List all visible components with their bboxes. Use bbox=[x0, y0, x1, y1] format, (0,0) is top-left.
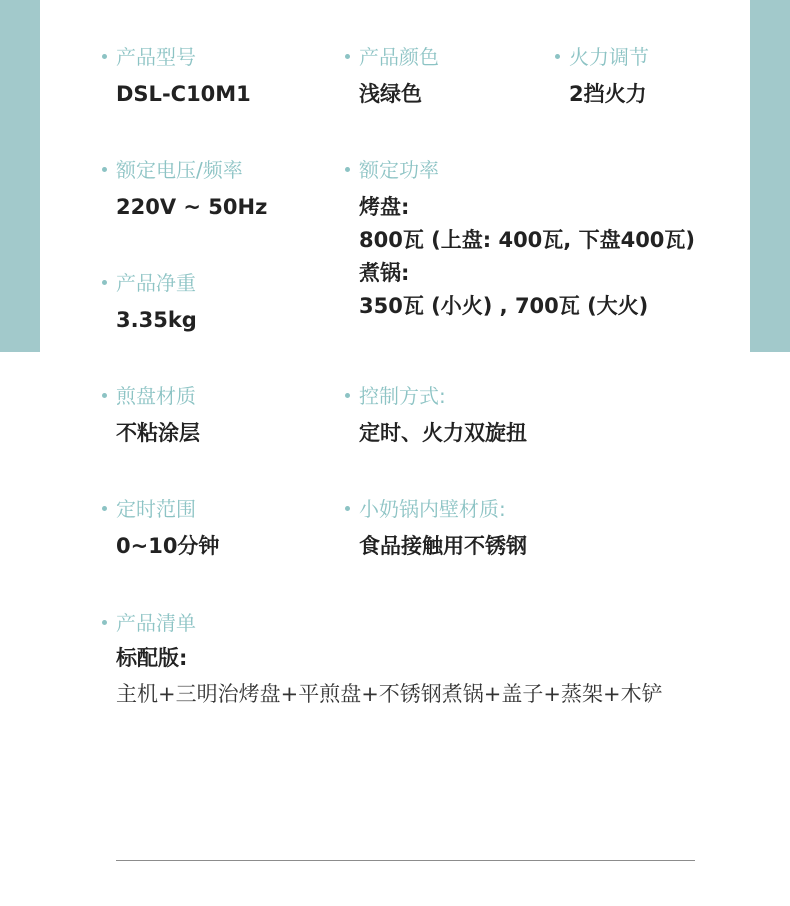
spec-color bbox=[344, 45, 439, 111]
bullet-dot-icon bbox=[102, 167, 107, 172]
spec-timer-range-value: 0~10分钟 bbox=[116, 534, 220, 558]
bullet-dot-icon bbox=[345, 506, 350, 511]
spec-heat-control-label: 火力调节 bbox=[569, 45, 649, 69]
spec-voltage-value: 220V ~ 50Hz bbox=[116, 195, 268, 219]
divider bbox=[116, 860, 695, 861]
bullet-dot-icon bbox=[102, 280, 107, 285]
package-contents: 主机+三明治烤盘+平煎盘+不锈钢煮锅+盖子+蒸架+木铲 bbox=[116, 682, 663, 706]
right-accent-bar bbox=[750, 0, 790, 352]
bullet-dot-icon bbox=[555, 54, 560, 59]
spec-pan-material-value: 不粘涂层 bbox=[116, 421, 200, 445]
bullet-dot-icon bbox=[102, 54, 107, 59]
spec-color-value: 浅绿色 bbox=[359, 82, 422, 106]
spec-color-label: 产品颜色 bbox=[359, 45, 439, 69]
bullet-dot-icon bbox=[102, 393, 107, 398]
bullet-dot-icon bbox=[102, 620, 107, 625]
power-line: 800瓦 (上盘: 400瓦, 下盘400瓦) bbox=[359, 228, 696, 252]
spec-control-mode bbox=[344, 384, 527, 450]
bullet-dot-icon bbox=[102, 506, 107, 511]
left-accent-bar bbox=[0, 0, 40, 352]
power-line: 煮锅: bbox=[359, 261, 410, 285]
spec-pot-material bbox=[344, 497, 527, 563]
spec-timer-range bbox=[101, 497, 219, 563]
spec-voltage bbox=[101, 158, 267, 224]
spec-heat-control bbox=[554, 45, 649, 111]
spec-pan-material bbox=[101, 384, 200, 450]
spec-pot-material-label: 小奶锅内壁材质: bbox=[359, 497, 506, 521]
spec-power-value bbox=[359, 191, 695, 323]
spec-pot-material-value: 食品接触用不锈钢 bbox=[359, 534, 527, 558]
power-line: 350瓦 (小火) , 700瓦 (大火) bbox=[359, 294, 649, 318]
spec-timer-range-label: 定时范围 bbox=[116, 497, 196, 521]
power-line: 烤盘: bbox=[359, 195, 410, 219]
spec-model-label: 产品型号 bbox=[116, 45, 196, 69]
spec-heat-control-value: 2挡火力 bbox=[569, 82, 647, 106]
bullet-dot-icon bbox=[345, 393, 350, 398]
package-list-label: 产品清单 bbox=[116, 611, 196, 635]
bullet-dot-icon bbox=[345, 54, 350, 59]
package-list bbox=[101, 611, 663, 708]
spec-weight-label: 产品净重 bbox=[116, 271, 196, 295]
bullet-dot-icon bbox=[345, 167, 350, 172]
spec-model bbox=[101, 45, 251, 111]
spec-model-value: DSL-C10M1 bbox=[116, 82, 251, 106]
spec-weight bbox=[101, 271, 197, 337]
spec-voltage-label: 额定电压/频率 bbox=[116, 158, 243, 182]
spec-control-mode-value: 定时、火力双旋扭 bbox=[359, 421, 527, 445]
package-edition: 标配版: bbox=[116, 646, 188, 670]
spec-pan-material-label: 煎盘材质 bbox=[116, 384, 196, 408]
spec-control-mode-label: 控制方式: bbox=[359, 384, 446, 408]
spec-power-label: 额定功率 bbox=[359, 158, 439, 182]
spec-power bbox=[344, 158, 695, 323]
spec-weight-value: 3.35kg bbox=[116, 308, 197, 332]
